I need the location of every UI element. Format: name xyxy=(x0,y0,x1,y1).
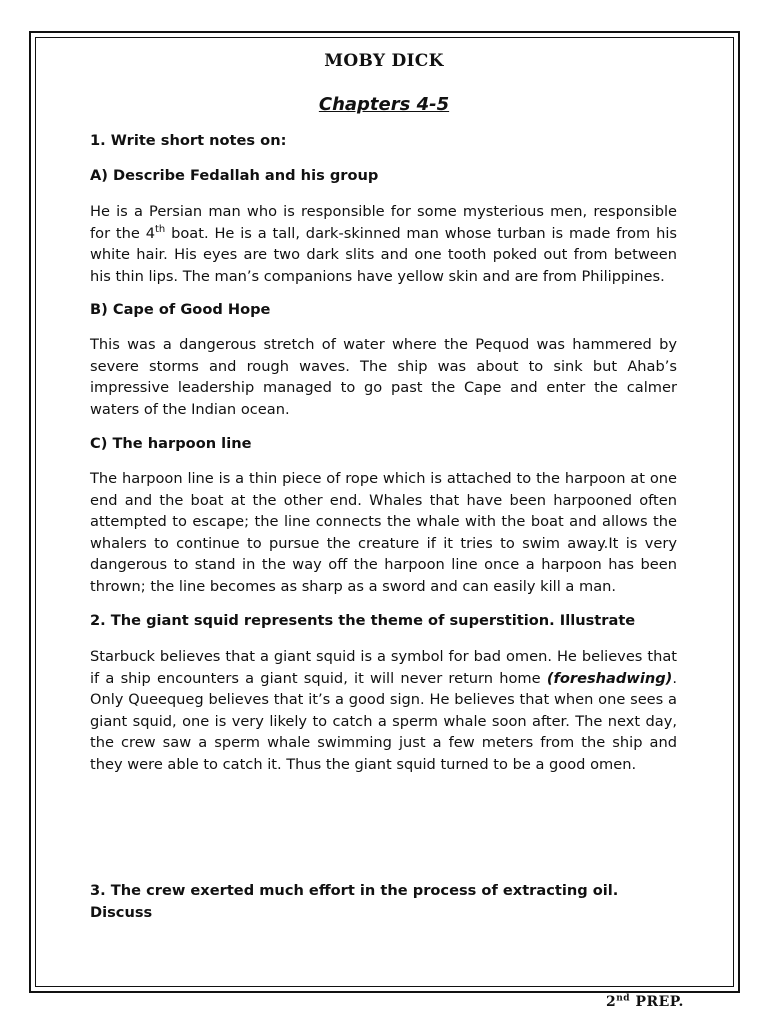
document-title: MOBY DICK xyxy=(324,51,444,71)
question-3-heading: 3. The crew exerted much effort in the process of extracting oil. Discuss xyxy=(90,882,619,921)
document-subtitle: Chapters 4-5 xyxy=(318,94,450,115)
section-a-text: He is a Persian man who is responsible for some mysterious men, responsible for the 4th boat. He is a tall, dark-skinned man whose turban is made from his white hair. His eyes are two dark slits and one tooth poked out from between his thin lips. The man’s companions have yellow skin and are from Philippines. xyxy=(90,203,677,285)
section-a-heading: A) Describe Fedallah and his group xyxy=(90,167,379,184)
section-c-text: The harpoon line is a thin piece of rope which is attached to the harpoon at one end and the boat at the other end. Whales that have been harpooned often attempted to escape; the line connects the whale with the boat and allows the whalers to continue to pursue the creature if it tries to swim away.It is very dangerous to stand in the way off the harpoon line once a harpoon has been thrown; the line becomes as sharp as a sword and can easily kill a man. xyxy=(90,470,677,595)
section-c-heading: C) The harpoon line xyxy=(90,435,252,452)
section-b-heading: B) Cape of Good Hope xyxy=(90,301,271,318)
question-2-heading: 2. The giant squid represents the theme of superstition. Illustrate xyxy=(90,612,636,629)
question-2-text: Starbuck believes that a giant squid is a symbol for bad omen. He believes that if a ship encounters a giant squid, it will never return home (foreshadwing). Only Queequeg believes that it’s a good sign. He believes that when one sees a giant squid, one is very likely to catch a sperm whale soon after. The next day, the crew saw a sperm whale swimming just a few meters from the ship and they were able to catch it. Thus the giant squid turned to be a good omen. xyxy=(90,648,677,773)
section-b-text: This was a dangerous stretch of water where the Pequod was hammered by severe storms and rough waves. The ship was about to sink but Ahab’s impressive leadership managed to go past the Cape and enter the calmer waters of the Indian ocean. xyxy=(90,336,677,418)
footer-grade-label: 2nd PREP. xyxy=(606,993,684,1010)
question-1-heading: 1. Write short notes on: xyxy=(90,132,287,149)
